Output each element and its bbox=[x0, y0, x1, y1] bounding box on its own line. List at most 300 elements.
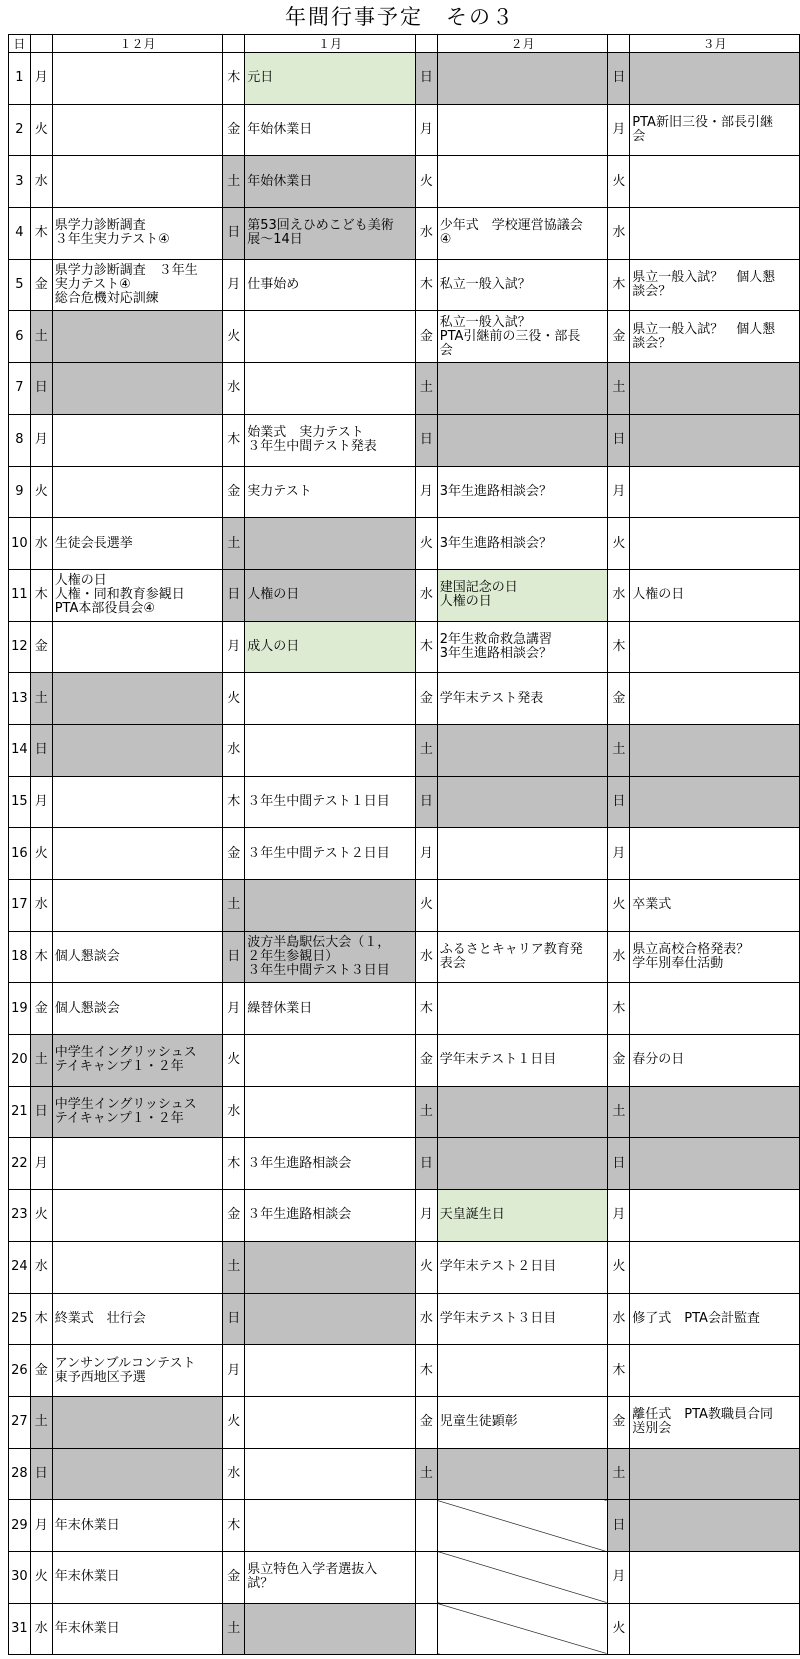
event-cell bbox=[52, 1448, 223, 1500]
day-number: 23 bbox=[9, 1190, 31, 1242]
table-row bbox=[9, 1035, 800, 1087]
event-cell bbox=[245, 776, 416, 828]
event-cell bbox=[630, 414, 800, 466]
weekday-cell: 月 bbox=[415, 828, 437, 880]
event-text: 表会 bbox=[439, 956, 466, 972]
event-text: 人権の日 bbox=[439, 594, 492, 610]
event-cell bbox=[630, 621, 800, 673]
event-text: 個人懇談会 bbox=[54, 949, 120, 965]
event-cell bbox=[630, 1190, 800, 1242]
weekday-cell: 金 bbox=[608, 1035, 630, 1087]
event-text: 実力テスト bbox=[247, 483, 312, 499]
table-row bbox=[9, 1138, 800, 1190]
event-cell bbox=[52, 1551, 223, 1603]
weekday-cell: 土 bbox=[223, 1241, 245, 1293]
event-text: 個人懇談会 bbox=[54, 1000, 120, 1016]
event-text: ④ bbox=[439, 232, 452, 248]
weekday-cell: 金 bbox=[608, 311, 630, 363]
event-cell bbox=[245, 828, 416, 880]
weekday-cell: 火 bbox=[30, 466, 52, 518]
event-cell bbox=[245, 208, 416, 260]
weekday-cell: 水 bbox=[30, 156, 52, 208]
day-number: 7 bbox=[9, 363, 31, 415]
day-number: 5 bbox=[9, 259, 31, 311]
event-text: 東予西地区予選 bbox=[54, 1369, 146, 1385]
event-text: ３年生中間テスト２日目 bbox=[247, 845, 390, 861]
header-month-december: １２月 bbox=[52, 35, 223, 53]
table-row bbox=[9, 1345, 800, 1397]
table-row bbox=[9, 1500, 800, 1552]
weekday-cell: 金 bbox=[30, 259, 52, 311]
event-text: 春分の日 bbox=[632, 1052, 685, 1068]
weekday-cell: 日 bbox=[30, 1448, 52, 1500]
event-cell bbox=[437, 621, 608, 673]
weekday-cell: 火 bbox=[223, 1396, 245, 1448]
event-cell bbox=[437, 931, 608, 983]
event-cell bbox=[437, 673, 608, 725]
weekday-cell: 木 bbox=[30, 569, 52, 621]
weekday-cell: 日 bbox=[415, 1138, 437, 1190]
event-cell bbox=[245, 1603, 416, 1655]
event-cell bbox=[630, 363, 800, 415]
weekday-cell: 水 bbox=[30, 1603, 52, 1655]
day-number: 19 bbox=[9, 983, 31, 1035]
table-row bbox=[9, 621, 800, 673]
event-cell bbox=[630, 259, 800, 311]
event-cell bbox=[630, 1551, 800, 1603]
event-text: 談会？ bbox=[632, 284, 672, 300]
event-text: ３年生実力テスト④ bbox=[54, 232, 170, 248]
event-text: 会 bbox=[439, 342, 453, 358]
weekday-cell: 土 bbox=[223, 880, 245, 932]
event-text: ２年生参観日） bbox=[247, 949, 339, 965]
weekday-cell: 日 bbox=[30, 1086, 52, 1138]
event-cell bbox=[437, 828, 608, 880]
event-cell bbox=[630, 518, 800, 570]
event-text: ３年生中間テスト１日目 bbox=[247, 793, 390, 809]
header-weekday-spacer bbox=[415, 35, 437, 53]
weekday-cell: 日 bbox=[415, 53, 437, 105]
table-row bbox=[9, 156, 800, 208]
event-cell bbox=[245, 1190, 416, 1242]
event-text: 少年式 学校運営協議会 bbox=[439, 218, 583, 234]
weekday-cell: 土 bbox=[30, 311, 52, 363]
weekday-cell: 月 bbox=[223, 621, 245, 673]
event-text: 実力テスト④ bbox=[54, 277, 131, 293]
event-text: 年末休業日 bbox=[54, 1569, 120, 1585]
weekday-cell: 木 bbox=[415, 621, 437, 673]
event-text: 3年生進路相談会？ bbox=[439, 645, 553, 661]
weekday-cell: 日 bbox=[223, 208, 245, 260]
event-cell bbox=[245, 880, 416, 932]
weekday-cell: 金 bbox=[223, 1551, 245, 1603]
weekday-cell: 水 bbox=[415, 931, 437, 983]
weekday-cell bbox=[415, 1551, 437, 1603]
event-text: 第53回えひめこども美術 bbox=[247, 218, 394, 234]
event-text: 県立一般入試？ 個人懇 bbox=[632, 321, 776, 337]
event-cell bbox=[630, 208, 800, 260]
event-text: 人権の日 bbox=[632, 587, 685, 603]
event-cell bbox=[52, 1345, 223, 1397]
day-number: 1 bbox=[9, 53, 31, 105]
event-cell bbox=[630, 983, 800, 1035]
weekday-cell: 火 bbox=[608, 880, 630, 932]
event-cell bbox=[437, 880, 608, 932]
event-text: 学年末テスト３日目 bbox=[439, 1310, 557, 1326]
event-cell bbox=[630, 156, 800, 208]
weekday-cell: 火 bbox=[608, 1603, 630, 1655]
event-cell bbox=[52, 776, 223, 828]
table-row bbox=[9, 363, 800, 415]
event-cell bbox=[245, 569, 416, 621]
event-cell bbox=[245, 931, 416, 983]
event-text: 2年生救命救急講習 bbox=[439, 631, 553, 647]
event-cell bbox=[437, 414, 608, 466]
event-cell bbox=[52, 156, 223, 208]
table-row bbox=[9, 569, 800, 621]
table-row bbox=[9, 1190, 800, 1242]
weekday-cell: 水 bbox=[608, 569, 630, 621]
weekday-cell: 金 bbox=[415, 311, 437, 363]
event-cell bbox=[245, 983, 416, 1035]
event-text: PTA本部役員会④ bbox=[54, 601, 156, 617]
weekday-cell: 金 bbox=[30, 1345, 52, 1397]
event-text: 年末休業日 bbox=[54, 1517, 120, 1533]
weekday-cell: 土 bbox=[608, 1448, 630, 1500]
weekday-cell: 金 bbox=[30, 621, 52, 673]
event-cell bbox=[245, 1345, 416, 1397]
day-number: 16 bbox=[9, 828, 31, 880]
event-cell bbox=[52, 414, 223, 466]
event-text: 中学生イングリッシュス bbox=[54, 1045, 197, 1061]
event-cell bbox=[630, 569, 800, 621]
day-number: 26 bbox=[9, 1345, 31, 1397]
event-cell bbox=[437, 1396, 608, 1448]
event-cell bbox=[630, 673, 800, 725]
event-cell bbox=[52, 931, 223, 983]
event-cell bbox=[437, 1035, 608, 1087]
event-cell bbox=[437, 311, 608, 363]
event-cell bbox=[437, 156, 608, 208]
event-text: 児童生徒顕彰 bbox=[439, 1414, 518, 1430]
weekday-cell: 土 bbox=[608, 363, 630, 415]
weekday-cell: 金 bbox=[415, 673, 437, 725]
table-row bbox=[9, 518, 800, 570]
weekday-cell: 日 bbox=[608, 1500, 630, 1552]
weekday-cell: 木 bbox=[415, 1345, 437, 1397]
table-row bbox=[9, 1086, 800, 1138]
weekday-cell: 土 bbox=[223, 518, 245, 570]
event-cell bbox=[437, 1448, 608, 1500]
weekday-cell: 火 bbox=[415, 1241, 437, 1293]
header-weekday-spacer bbox=[608, 35, 630, 53]
event-cell bbox=[245, 259, 416, 311]
event-text: 学年末テスト２日目 bbox=[439, 1259, 557, 1275]
event-cell bbox=[630, 1603, 800, 1655]
event-cell bbox=[245, 311, 416, 363]
event-cell bbox=[437, 724, 608, 776]
day-number: 9 bbox=[9, 466, 31, 518]
event-text: 年始休業日 bbox=[247, 173, 313, 189]
event-text: アンサンブルコンテスト bbox=[54, 1355, 196, 1371]
table-row bbox=[9, 1603, 800, 1655]
event-text: 3年生進路相談会？ bbox=[439, 535, 553, 551]
weekday-cell: 金 bbox=[608, 1396, 630, 1448]
event-cell bbox=[52, 1500, 223, 1552]
header-weekday-spacer bbox=[223, 35, 245, 53]
weekday-cell: 日 bbox=[608, 53, 630, 105]
weekday-cell: 火 bbox=[415, 156, 437, 208]
event-text: 私立一般入試？ bbox=[439, 277, 531, 293]
day-number: 4 bbox=[9, 208, 31, 260]
weekday-cell: 木 bbox=[30, 208, 52, 260]
event-text: 中学生イングリッシュス bbox=[54, 1097, 197, 1113]
weekday-cell: 火 bbox=[30, 1551, 52, 1603]
weekday-cell: 日 bbox=[30, 724, 52, 776]
weekday-cell: 日 bbox=[223, 1293, 245, 1345]
day-number: 24 bbox=[9, 1241, 31, 1293]
weekday-cell: 金 bbox=[223, 104, 245, 156]
event-cell bbox=[630, 1138, 800, 1190]
weekday-cell: 木 bbox=[608, 621, 630, 673]
event-cell bbox=[52, 53, 223, 105]
event-text: 人権・同和教育参観日 bbox=[54, 587, 185, 603]
header-weekday-spacer bbox=[30, 35, 52, 53]
weekday-cell: 月 bbox=[223, 1345, 245, 1397]
event-cell bbox=[630, 1293, 800, 1345]
header-day: 日 bbox=[9, 35, 31, 53]
weekday-cell: 水 bbox=[608, 208, 630, 260]
weekday-cell: 水 bbox=[223, 1448, 245, 1500]
event-text: 談会？ bbox=[632, 335, 672, 351]
day-number: 2 bbox=[9, 104, 31, 156]
event-text: 学年末テスト発表 bbox=[439, 690, 544, 706]
weekday-cell: 木 bbox=[223, 1138, 245, 1190]
weekday-cell: 木 bbox=[415, 983, 437, 1035]
event-cell bbox=[52, 621, 223, 673]
weekday-cell: 木 bbox=[30, 931, 52, 983]
event-cell bbox=[52, 724, 223, 776]
weekday-cell: 水 bbox=[608, 931, 630, 983]
weekday-cell: 月 bbox=[223, 259, 245, 311]
weekday-cell: 金 bbox=[30, 983, 52, 1035]
header-month-january: １月 bbox=[245, 35, 416, 53]
weekday-cell: 日 bbox=[30, 363, 52, 415]
table-row bbox=[9, 673, 800, 725]
day-number: 11 bbox=[9, 569, 31, 621]
day-number: 14 bbox=[9, 724, 31, 776]
event-text: 離任式 PTA教職員合同 bbox=[632, 1407, 773, 1423]
event-text: ３年生中間テスト３日目 bbox=[247, 963, 390, 979]
event-cell bbox=[245, 724, 416, 776]
event-cell bbox=[245, 1086, 416, 1138]
weekday-cell: 月 bbox=[30, 414, 52, 466]
table-row bbox=[9, 1241, 800, 1293]
event-text: 建国記念の日 bbox=[439, 580, 518, 596]
weekday-cell: 水 bbox=[608, 1293, 630, 1345]
weekday-cell: 土 bbox=[415, 1086, 437, 1138]
event-text: ３年生進路相談会 bbox=[247, 1207, 352, 1223]
weekday-cell: 木 bbox=[223, 1500, 245, 1552]
table-row bbox=[9, 1293, 800, 1345]
event-text: 総合危機対応訓練 bbox=[54, 291, 159, 307]
event-cell bbox=[245, 1500, 416, 1552]
event-cell bbox=[630, 1396, 800, 1448]
event-text: 学年末テスト１日目 bbox=[439, 1052, 557, 1068]
event-text: 人権の日 bbox=[54, 573, 107, 589]
event-cell bbox=[245, 621, 416, 673]
day-number: 27 bbox=[9, 1396, 31, 1448]
event-cell bbox=[630, 466, 800, 518]
weekday-cell: 土 bbox=[30, 1035, 52, 1087]
weekday-cell: 火 bbox=[608, 518, 630, 570]
table-row bbox=[9, 53, 800, 105]
weekday-cell: 土 bbox=[415, 1448, 437, 1500]
weekday-cell: 火 bbox=[30, 1190, 52, 1242]
event-cell bbox=[437, 518, 608, 570]
weekday-cell: 水 bbox=[223, 724, 245, 776]
event-cell bbox=[630, 776, 800, 828]
table-row bbox=[9, 776, 800, 828]
table-row bbox=[9, 983, 800, 1035]
weekday-cell: 月 bbox=[30, 776, 52, 828]
weekday-cell: 火 bbox=[30, 828, 52, 880]
weekday-cell: 水 bbox=[415, 208, 437, 260]
table-row bbox=[9, 466, 800, 518]
event-cell bbox=[52, 1293, 223, 1345]
event-cell bbox=[437, 983, 608, 1035]
event-cell bbox=[52, 466, 223, 518]
weekday-cell: 水 bbox=[30, 1241, 52, 1293]
event-cell bbox=[437, 1241, 608, 1293]
event-cell bbox=[437, 259, 608, 311]
weekday-cell: 日 bbox=[415, 776, 437, 828]
event-cell bbox=[437, 208, 608, 260]
header-row bbox=[9, 35, 800, 53]
table-row bbox=[9, 104, 800, 156]
weekday-cell: 木 bbox=[223, 414, 245, 466]
event-cell bbox=[630, 724, 800, 776]
event-text: 試？ bbox=[247, 1576, 274, 1592]
table-row bbox=[9, 1448, 800, 1500]
weekday-cell: 日 bbox=[608, 414, 630, 466]
weekday-cell: 月 bbox=[608, 1551, 630, 1603]
weekday-cell: 水 bbox=[223, 1086, 245, 1138]
weekday-cell: 水 bbox=[415, 1293, 437, 1345]
weekday-cell: 土 bbox=[223, 156, 245, 208]
event-cell bbox=[245, 518, 416, 570]
weekday-cell: 木 bbox=[223, 776, 245, 828]
event-cell bbox=[630, 880, 800, 932]
day-number: 3 bbox=[9, 156, 31, 208]
event-cell bbox=[630, 104, 800, 156]
event-cell bbox=[245, 1293, 416, 1345]
weekday-cell: 木 bbox=[608, 259, 630, 311]
event-cell bbox=[52, 1086, 223, 1138]
event-cell bbox=[245, 1035, 416, 1087]
event-cell bbox=[437, 1551, 608, 1603]
weekday-cell: 月 bbox=[223, 983, 245, 1035]
event-cell bbox=[245, 363, 416, 415]
event-cell bbox=[52, 363, 223, 415]
event-text: 県立特色入学者選抜入 bbox=[247, 1562, 378, 1578]
event-cell bbox=[630, 53, 800, 105]
weekday-cell: 土 bbox=[30, 673, 52, 725]
weekday-cell: 月 bbox=[415, 104, 437, 156]
event-text: 県学力診断調査 ３年生 bbox=[54, 263, 198, 279]
event-text: 年末休業日 bbox=[54, 1620, 120, 1636]
event-cell bbox=[630, 1500, 800, 1552]
event-cell bbox=[245, 1241, 416, 1293]
weekday-cell: 金 bbox=[415, 1396, 437, 1448]
weekday-cell bbox=[415, 1500, 437, 1552]
day-number: 18 bbox=[9, 931, 31, 983]
event-cell bbox=[245, 1138, 416, 1190]
day-number: 15 bbox=[9, 776, 31, 828]
event-text: ３年生進路相談会 bbox=[247, 1155, 352, 1171]
event-cell bbox=[52, 983, 223, 1035]
event-cell bbox=[630, 1345, 800, 1397]
weekday-cell: 火 bbox=[223, 1035, 245, 1087]
weekday-cell: 土 bbox=[223, 1603, 245, 1655]
event-cell bbox=[437, 1603, 608, 1655]
event-cell bbox=[52, 259, 223, 311]
event-text: テイキャンプ１・２年 bbox=[54, 1059, 184, 1075]
event-cell bbox=[52, 1190, 223, 1242]
event-text: 天皇誕生日 bbox=[439, 1207, 505, 1223]
event-cell bbox=[52, 518, 223, 570]
day-number: 10 bbox=[9, 518, 31, 570]
event-cell bbox=[437, 776, 608, 828]
day-number: 22 bbox=[9, 1138, 31, 1190]
event-text: 修了式 PTA会計監査 bbox=[632, 1310, 760, 1326]
event-cell bbox=[52, 569, 223, 621]
event-text: 学年別奉仕活動 bbox=[632, 956, 724, 972]
weekday-cell: 日 bbox=[608, 1138, 630, 1190]
weekday-cell: 金 bbox=[608, 673, 630, 725]
weekday-cell: 月 bbox=[30, 1138, 52, 1190]
event-cell bbox=[52, 1396, 223, 1448]
event-cell bbox=[437, 1086, 608, 1138]
weekday-cell: 木 bbox=[608, 983, 630, 1035]
table-row bbox=[9, 724, 800, 776]
event-cell bbox=[52, 208, 223, 260]
weekday-cell: 月 bbox=[608, 1190, 630, 1242]
weekday-cell: 土 bbox=[30, 1396, 52, 1448]
event-cell bbox=[630, 311, 800, 363]
event-cell bbox=[437, 1293, 608, 1345]
event-cell bbox=[437, 1138, 608, 1190]
event-text: 3年生進路相談会？ bbox=[439, 483, 553, 499]
weekday-cell: 金 bbox=[223, 828, 245, 880]
event-cell bbox=[630, 828, 800, 880]
weekday-cell: 日 bbox=[223, 569, 245, 621]
event-cell bbox=[630, 1448, 800, 1500]
event-text: 送別会 bbox=[632, 1421, 672, 1437]
day-number: 20 bbox=[9, 1035, 31, 1087]
schedule-table bbox=[8, 34, 800, 1655]
table-row bbox=[9, 931, 800, 983]
schedule-body bbox=[9, 53, 800, 1655]
event-text: テイキャンプ１・２年 bbox=[54, 1111, 184, 1127]
event-cell bbox=[245, 1396, 416, 1448]
event-text: 成人の日 bbox=[247, 638, 300, 654]
day-number: 8 bbox=[9, 414, 31, 466]
table-row bbox=[9, 259, 800, 311]
event-text: 卒業式 bbox=[632, 897, 672, 913]
weekday-cell: 木 bbox=[415, 259, 437, 311]
event-cell bbox=[245, 414, 416, 466]
